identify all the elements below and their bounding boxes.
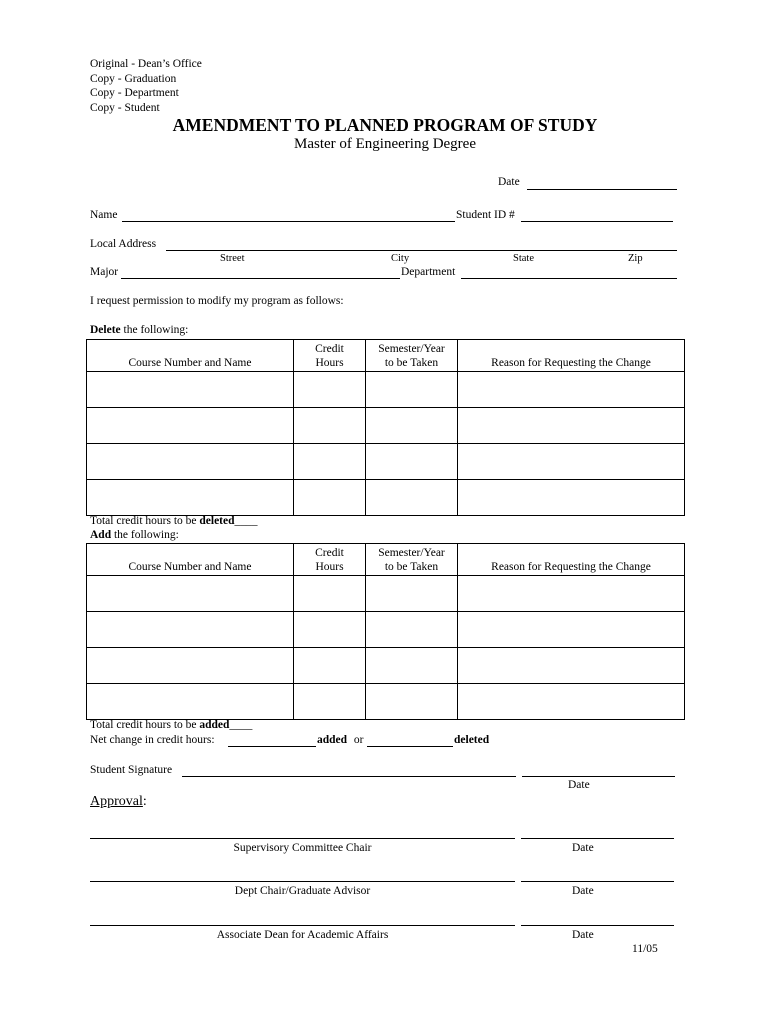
net-added-field[interactable]	[228, 746, 316, 747]
reason-cell[interactable]	[458, 684, 685, 720]
copy-line: Original - Dean’s Office	[90, 58, 202, 70]
request-statement: I request permission to modify my program as follows:	[90, 295, 344, 307]
dept-chair-signature-field[interactable]	[90, 881, 515, 882]
course-cell[interactable]	[87, 576, 294, 612]
copy-line: Copy - Student	[90, 101, 160, 114]
reason-header: Reason for Requesting the Change	[458, 340, 685, 372]
course-cell[interactable]	[87, 372, 294, 408]
page-title: AMENDMENT TO PLANNED PROGRAM OF STUDY	[172, 115, 598, 135]
total-deleted-line: Total credit hours to be deleted____	[90, 515, 258, 527]
reason-cell[interactable]	[458, 480, 685, 516]
local-address-field[interactable]	[166, 250, 677, 251]
total-deleted-field[interactable]: ____	[234, 515, 258, 527]
state-caption: State	[513, 253, 534, 264]
table-row	[87, 612, 685, 648]
major-field[interactable]	[121, 278, 400, 279]
reason-cell[interactable]	[458, 444, 685, 480]
student-signature-date-field[interactable]	[522, 776, 675, 777]
course-header: Course Number and Name	[87, 340, 294, 372]
credit-cell[interactable]	[294, 408, 366, 444]
delete-intro-text: the following:	[120, 324, 189, 336]
add-courses-table	[86, 543, 685, 720]
date-caption: Date	[572, 929, 594, 941]
credit-cell[interactable]	[294, 480, 366, 516]
date-label: Date	[498, 176, 520, 188]
date-caption: Date	[572, 885, 594, 897]
major-label: Major	[90, 266, 119, 278]
credit-cell[interactable]	[294, 648, 366, 684]
total-added-line: Total credit hours to be added____	[90, 719, 253, 731]
committee-chair-caption: Supervisory Committee Chair	[233, 842, 372, 854]
total-added-field[interactable]: ____	[229, 719, 253, 731]
course-cell[interactable]	[87, 444, 294, 480]
added-keyword: added	[199, 719, 230, 731]
credit-cell[interactable]	[294, 684, 366, 720]
name-label: Name	[90, 209, 118, 221]
page-subtitle: Master of Engineering Degree	[293, 136, 476, 152]
net-or-text: or	[351, 734, 367, 746]
name-field[interactable]	[122, 221, 455, 222]
net-deleted-field[interactable]	[367, 746, 453, 747]
table-row	[87, 444, 685, 480]
dept-chair-caption: Dept Chair/Graduate Advisor	[234, 885, 371, 897]
delete-courses-table	[86, 339, 685, 516]
semester-cell[interactable]	[366, 480, 458, 516]
course-cell[interactable]	[87, 684, 294, 720]
reason-cell[interactable]	[458, 576, 685, 612]
copy-distribution-list	[90, 57, 202, 115]
table-row	[87, 408, 685, 444]
table-row	[87, 480, 685, 516]
street-caption: Street	[220, 253, 245, 264]
semester-cell[interactable]	[366, 372, 458, 408]
associate-dean-caption: Associate Dean for Academic Affairs	[216, 929, 389, 941]
department-label: Department	[401, 266, 456, 278]
course-cell[interactable]	[87, 480, 294, 516]
local-address-label: Local Address	[90, 238, 157, 250]
department-field[interactable]	[461, 278, 677, 279]
net-deleted-keyword: deleted	[454, 734, 490, 746]
add-intro-text: the following:	[111, 529, 179, 541]
reason-header: Reason for Requesting the Change	[458, 544, 685, 576]
committee-chair-signature-field[interactable]	[90, 838, 515, 839]
credit-cell[interactable]	[294, 576, 366, 612]
course-cell[interactable]	[87, 612, 294, 648]
approval-heading: Approval:	[90, 794, 147, 809]
date-caption: Date	[568, 779, 590, 791]
table-row	[87, 684, 685, 720]
add-keyword: Add	[90, 529, 112, 541]
credit-hours-header: Credit Hours	[294, 340, 366, 372]
student-signature-field[interactable]	[182, 776, 516, 777]
semester-cell[interactable]	[366, 612, 458, 648]
table-header-row	[87, 340, 685, 372]
deleted-keyword: deleted	[199, 515, 235, 527]
reason-cell[interactable]	[458, 612, 685, 648]
credit-cell[interactable]	[294, 444, 366, 480]
zip-caption: Zip	[628, 253, 643, 264]
course-cell[interactable]	[87, 408, 294, 444]
net-change-label: Net change in credit hours:	[90, 734, 215, 746]
semester-header: Semester/Year to be Taken	[366, 544, 458, 576]
date-field[interactable]	[527, 189, 677, 190]
semester-cell[interactable]	[366, 408, 458, 444]
reason-cell[interactable]	[458, 648, 685, 684]
city-caption: City	[391, 253, 410, 264]
committee-chair-date-field[interactable]	[521, 838, 674, 839]
course-header: Course Number and Name	[87, 544, 294, 576]
associate-dean-date-field[interactable]	[521, 925, 674, 926]
associate-dean-signature-field[interactable]	[90, 925, 515, 926]
semester-cell[interactable]	[366, 684, 458, 720]
table-header-row	[87, 544, 685, 576]
student-id-label: Student ID #	[456, 209, 515, 221]
credit-cell[interactable]	[294, 372, 366, 408]
copy-line: Copy - Department	[90, 87, 179, 99]
copy-line: Copy - Graduation	[90, 72, 177, 85]
reason-cell[interactable]	[458, 372, 685, 408]
credit-cell[interactable]	[294, 612, 366, 648]
reason-cell[interactable]	[458, 408, 685, 444]
student-id-field[interactable]	[521, 221, 673, 222]
dept-chair-date-field[interactable]	[521, 881, 674, 882]
table-row	[87, 648, 685, 684]
revision-code: 11/05	[632, 943, 658, 955]
add-intro	[90, 529, 179, 541]
table-row	[87, 372, 685, 408]
credit-hours-header: Credit Hours	[294, 544, 366, 576]
semester-header: Semester/Year to be Taken	[366, 340, 458, 372]
net-added-keyword: added	[317, 734, 348, 746]
semester-cell[interactable]	[366, 444, 458, 480]
semester-cell[interactable]	[366, 576, 458, 612]
table-row	[87, 576, 685, 612]
course-cell[interactable]	[87, 648, 294, 684]
date-caption: Date	[572, 842, 594, 854]
student-signature-label: Student Signature	[90, 764, 173, 776]
delete-intro	[90, 324, 188, 336]
delete-keyword: Delete	[90, 324, 121, 336]
semester-cell[interactable]	[366, 648, 458, 684]
